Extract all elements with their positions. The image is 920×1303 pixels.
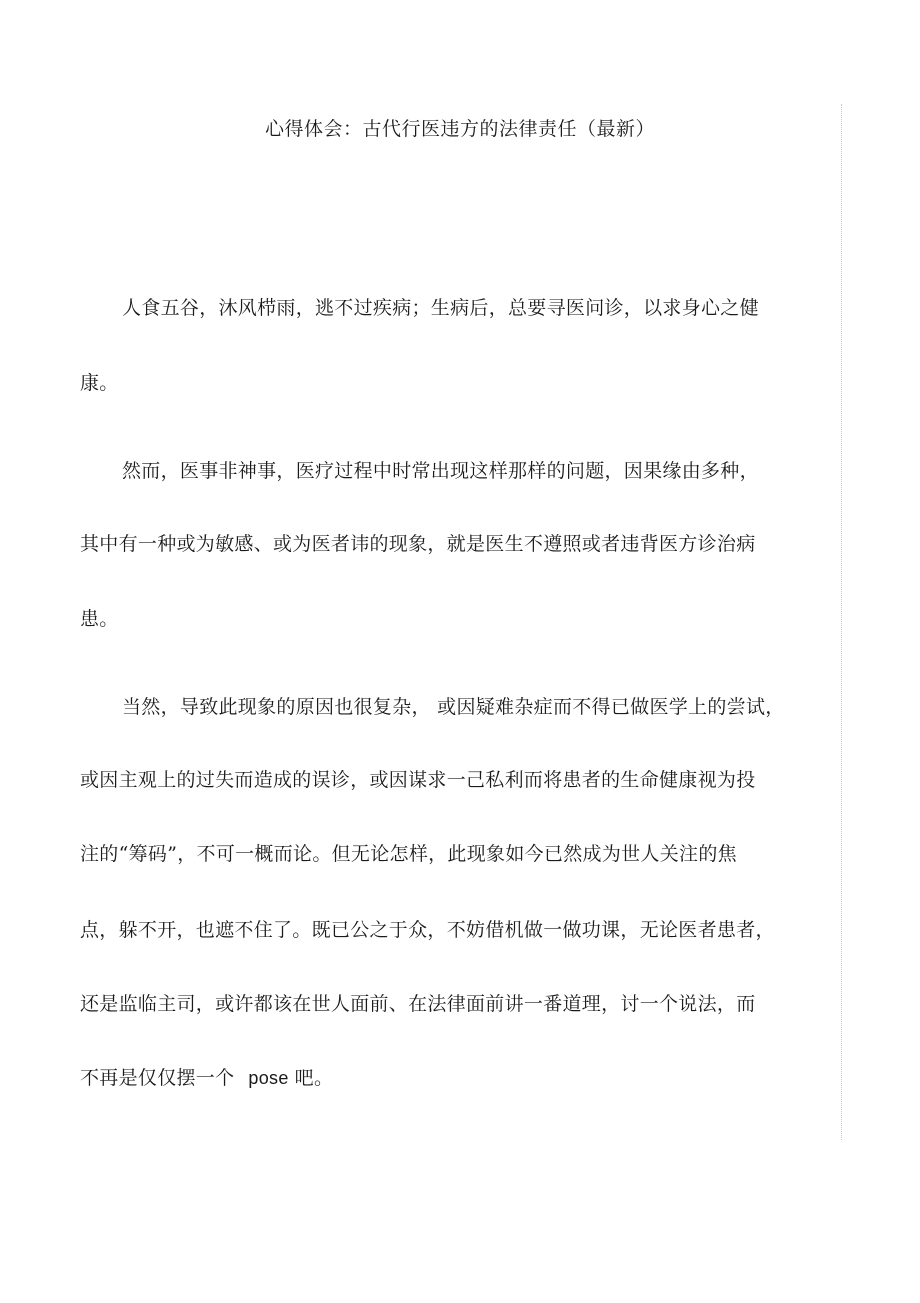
last-line-latin-word: pose	[248, 1068, 289, 1088]
last-line-text-after: 吧。	[294, 1067, 334, 1089]
paragraph-3-line-2: 或因主观上的过失而造成的误诊，或因谋求一己私利而将患者的生命健康视为投	[80, 769, 756, 791]
paragraph-3-line-4: 点，躲不开，也遮不住了。既已公之于众，不妨借机做一做功课，无论医者患者，	[80, 919, 775, 941]
paragraph-1-line-1: 人食五谷，沐风栉雨，逃不过疾病；生病后，总要寻医问诊，以求身心之健	[122, 297, 759, 319]
last-line-text-before: 不再是仅仅摆一个	[80, 1067, 235, 1089]
paragraph-3-line-5: 还是监临主司，或许都该在世人面前、在法律面前讲一番道理，讨一个说法，而	[80, 993, 756, 1015]
page-margin-guide	[841, 104, 842, 1140]
paragraph-1-line-2: 康。	[80, 372, 119, 394]
paragraph-3-line-6	[80, 1064, 333, 1092]
paragraph-3-line-3: 注的“筹码”，不可一概而论。但无论怎样，此现象如今已然成为世人关注的焦	[80, 843, 737, 865]
paragraph-2-line-3: 患。	[80, 608, 119, 630]
paragraph-2-line-1: 然而，医事非神事，医疗过程中时常出现这样那样的问题，因果缘由多种，	[122, 460, 759, 482]
paragraph-3-line-1: 当然，导致此现象的原因也很复杂， 或因疑难杂症而不得已做医学上的尝试，	[122, 696, 785, 718]
paragraph-2-line-2: 其中有一种或为敏感、或为医者讳的现象，就是医生不遵照或者违背医方诊治病	[80, 533, 756, 555]
document-title: 心得体会：古代行医违方的法律责任（最新）	[264, 118, 655, 140]
